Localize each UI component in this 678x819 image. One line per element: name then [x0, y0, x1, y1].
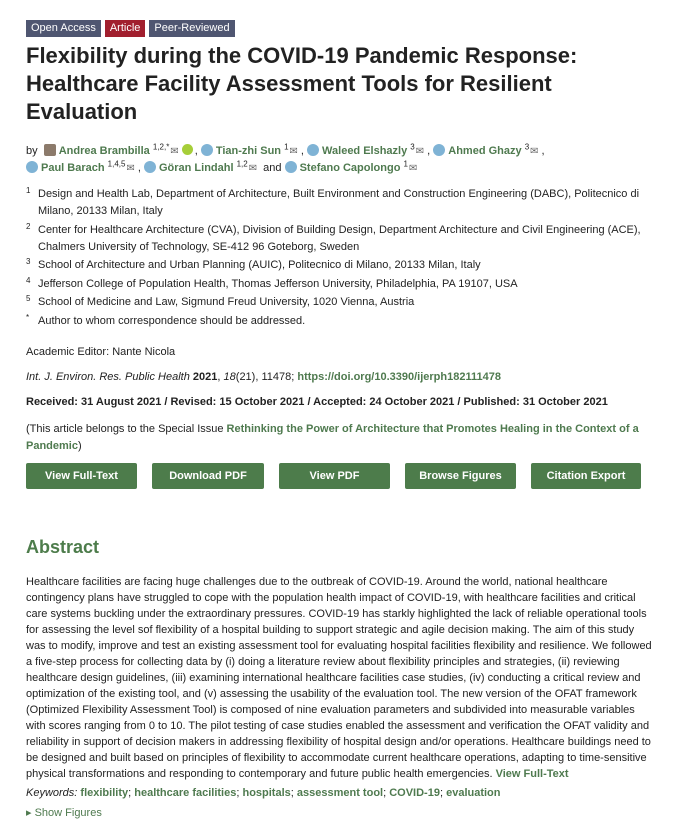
citation-year: 2021	[192, 371, 218, 383]
by-label: by	[26, 145, 38, 157]
affiliation-text: Center for Healthcare Architecture (CVA), Division of Building Design, Department Architecture and Civil Engineering (ACE), Chalmers University of Technology, SE-412 96 Goteborg, Sweden	[38, 223, 641, 253]
affiliation-item	[26, 294, 666, 311]
view-full-text-button[interactable]: View Full-Text	[26, 463, 137, 489]
author-avatar-icon	[307, 144, 319, 156]
citation-export-button[interactable]: Citation Export	[531, 463, 641, 489]
publication-dates: Received: 31 August 2021 / Revised: 15 October 2021 / Accepted: 24 October 2021 / Published: 31 October 2021	[26, 396, 608, 408]
special-issue-prefix: (This article belongs to the Special Issue	[26, 423, 227, 435]
author-avatar-icon	[433, 144, 445, 156]
email-icon[interactable]: ✉	[408, 163, 418, 174]
keyword-link[interactable]: COVID-19	[389, 787, 440, 799]
open-access-badge[interactable]: Open Access	[26, 20, 101, 37]
abstract-full-text-link[interactable]: View Full-Text	[495, 768, 569, 780]
affiliation-number: 5	[26, 294, 31, 303]
special-issue-link[interactable]: Rethinking the Power of Architecture that Promotes Healing in the Context of a Pandemic	[26, 423, 639, 452]
email-icon[interactable]: ✉	[126, 163, 135, 174]
special-issue-note	[26, 421, 666, 455]
email-icon[interactable]: ✉	[289, 146, 298, 157]
affiliation-number: 4	[26, 275, 31, 285]
citation-issue: (21)	[235, 371, 256, 383]
keyword-link[interactable]: healthcare facilities	[134, 787, 237, 799]
article-title: Flexibility during the COVID-19 Pandemic Response: Healthcare Facility Assessment Tools for Resilient Evaluation	[26, 43, 578, 124]
affiliation-item	[26, 222, 666, 256]
affiliation-item	[26, 186, 666, 220]
affiliation-text: Design and Health Lab, Department of Architecture, Built Environment and Construction Engineering (DABC), Politecnico di Milano, 20133 Milan, Italy	[38, 188, 640, 217]
author-list: by Andrea Brambilla $^{1,2,*}$✉ , Tian-zhi Sun $^1$✉ , Waleed Elshazly $^3$✉ , Ahmed Ghazy $^3$✉ , Paul Barach $^{1,4,5}$✉ , Göran Lindahl $^{1,2}$✉ and Stefano Capolongo $^1$✉	[26, 143, 666, 177]
abstract-heading: Abstract	[26, 537, 100, 557]
author-link[interactable]: Ahmed Ghazy	[448, 145, 522, 157]
author-photo-icon	[44, 144, 56, 156]
affiliation-item	[26, 313, 666, 330]
author-link[interactable]: Stefano Capolongo	[299, 162, 401, 174]
download-pdf-button[interactable]: Download PDF	[152, 463, 264, 489]
author-affil-sup: 1,4,5	[107, 159, 126, 169]
special-issue-suffix: )	[77, 440, 82, 452]
affiliation-number: 3	[26, 257, 31, 266]
affiliation-number: *	[26, 312, 30, 322]
affiliation-list	[26, 186, 666, 331]
academic-editor: Academic Editor: Nante Nicola	[26, 346, 176, 358]
article-type-badge[interactable]: Article	[105, 20, 146, 37]
abstract-text: Healthcare facilities are facing huge challenges due to the outbreak of COVID-19. Around the world, national healthcare contingency plans have struggled to cope with the population health impact of COVID-19, with healthcare facilities and critical care systems buckling under the extraordinary pressures. COVID-19 has starkly highlighted the lack of reliable operational tools for assessing the level sof flexibility of a hospital building to support strategic and agile decision making. The aim of this study was to modify, improve and test an existing assessment tool for evaluating hospital facilities flexibility and resilience. We followed a five-step process for collecting data by (i) doing a literature review about flexibility principles and strategies, (ii) reviewing healthcare design guidelines, (iii) examining international healthcare facilities case studies, (iv) conducting a critical review and optimization of the existing tool, and (v) assessing the usability of the evaluation tool. The new version of the OFAT framework (Optimized Flexibility Assessment Tool) is composed of nine evaluation parameters and subdivided into measurable variables with scores ranging from 0 to 10. The pilot testing of case studies enabled the assessment and verification the OFAT validity and reliability in support of decision makers in addressing flexibility of hospital design and/or operations. Healthcare buildings need to be designed and built based on principles of flexibility to accommodate current healthcare operations, adapting to time-sensitive physical transformations and responding to contemporary and future public health emergencies.	[26, 576, 652, 780]
author-link[interactable]: Tian-zhi Sun	[215, 145, 282, 157]
author-affil-sup: 3	[410, 142, 415, 152]
peer-reviewed-badge[interactable]: Peer-Reviewed	[149, 20, 234, 37]
author-link[interactable]: Waleed Elshazly	[322, 145, 408, 157]
affiliation-text: Author to whom correspondence should be addressed.	[38, 314, 306, 327]
author-avatar-icon	[285, 161, 297, 173]
author-affil-sup: 1	[284, 142, 289, 152]
keywords-label: Keywords:	[26, 787, 78, 799]
and-label: and	[263, 162, 282, 174]
action-buttons	[26, 463, 641, 489]
affiliation-text: School of Medicine and Law, Sigmund Freud University, 1020 Vienna, Austria	[38, 296, 415, 308]
email-icon[interactable]: ✉	[530, 146, 539, 157]
author-avatar-icon	[201, 144, 213, 156]
affiliation-number: 1	[26, 186, 31, 195]
affiliation-item	[26, 276, 666, 293]
email-icon[interactable]: ✉	[248, 163, 258, 174]
keyword-link[interactable]: flexibility	[80, 787, 129, 799]
view-pdf-button[interactable]: View PDF	[279, 463, 390, 489]
author-avatar-icon	[144, 161, 156, 173]
author-affil-sup: 1	[403, 159, 408, 169]
email-icon[interactable]: ✉	[415, 146, 425, 157]
abstract-body	[26, 574, 654, 782]
citation-article: , 11478;	[255, 371, 295, 383]
author-affil-sup: 1,2	[236, 159, 248, 169]
affiliation-number: 2	[26, 221, 31, 231]
affiliation-item	[26, 257, 666, 274]
author-affil-sup: 1,2,*	[152, 142, 170, 152]
keyword-link[interactable]: evaluation	[446, 787, 501, 799]
orcid-icon[interactable]	[182, 144, 193, 155]
author-affil-sup: 3	[524, 142, 530, 152]
show-figures-toggle[interactable]: ▸ Show Figures	[26, 807, 102, 819]
author-avatar-icon	[26, 161, 38, 173]
keyword-link[interactable]: hospitals	[242, 787, 291, 799]
badge-row	[26, 20, 235, 37]
doi-link[interactable]: https://doi.org/10.3390/ijerph182111478	[297, 371, 501, 383]
email-icon[interactable]: ✉	[170, 146, 179, 157]
affiliation-text: Jefferson College of Population Health, Thomas Jefferson University, Philadelphia, PA 19107, USA	[38, 277, 518, 290]
keywords-line: Keywords: flexibility; healthcare facilities; hospitals; assessment tool; COVID-19; evaluation	[26, 787, 501, 799]
author-link[interactable]: Göran Lindahl	[158, 162, 234, 174]
citation-volume: 18	[223, 371, 236, 383]
citation-line: Int. J. Environ. Res. Public Health 2021, 18(21), 11478; https://doi.org/10.3390/ijerph182111478	[26, 371, 501, 383]
browse-figures-button[interactable]: Browse Figures	[405, 463, 516, 489]
author-link[interactable]: Andrea Brambilla	[58, 145, 150, 157]
keyword-link[interactable]: assessment tool	[296, 787, 384, 799]
affiliation-text: School of Architecture and Urban Planning (AUIC), Politecnico di Milano, 20133 Milan, Italy	[38, 259, 481, 271]
author-link[interactable]: Paul Barach	[41, 162, 105, 174]
journal-name: Int. J. Environ. Res. Public Health	[26, 371, 190, 383]
